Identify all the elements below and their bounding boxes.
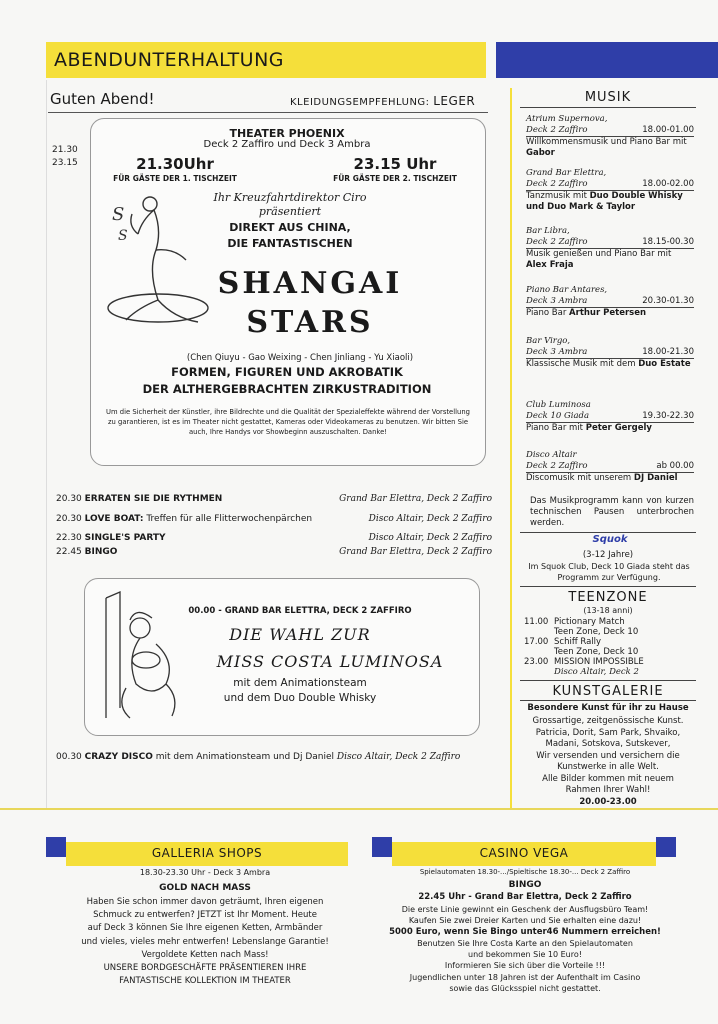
music-item: Bar Virgo, Deck 3 Ambra 18.00-21.30 Klassische Musik mit dem Duo Estate bbox=[526, 336, 694, 369]
teen-row: 17.00 Schiff Rally Teen Zone, Deck 10 bbox=[524, 637, 639, 657]
music-item: Grand Bar Elettra, Deck 2 Zaffiro 18.00-02.00 Tanzmusik mit Duo Double Whisky und Duo Mark & Taylor bbox=[526, 168, 694, 212]
music-item: Club Luminosa Deck 10 Giada 19.30-22.30 Piano Bar mit Peter Gergely bbox=[526, 400, 694, 433]
miss-header: 00.00 - GRAND BAR ELETTRA, DECK 2 ZAFFIRO bbox=[188, 606, 412, 616]
page-title: ABENDUNTERHALTUNG bbox=[54, 49, 285, 71]
casino-sub: 22.45 Uhr - Grand Bar Elettra, Deck 2 Zaffiro bbox=[418, 892, 632, 902]
event-row: 22.45 BINGO Grand Bar Elettra, Deck 2 Zaffiro bbox=[56, 547, 492, 557]
squok-bottom-rule bbox=[520, 586, 696, 587]
time-left-2: 23.15 bbox=[52, 158, 78, 168]
casino-hours: Spielautomaten 18.30-.../Spieltische 18.30-... Deck 2 Zaffiro bbox=[419, 868, 631, 876]
casino-accent-right bbox=[656, 837, 676, 857]
dress-code-value: LEGER bbox=[433, 94, 476, 108]
squok-ages: (3-12 Jahre) bbox=[582, 550, 634, 560]
event-row: 22.30 SINGLE'S PARTY Disco Altair, Deck 2 Zaffiro bbox=[56, 533, 492, 543]
teen-title: TEENZONE bbox=[568, 590, 648, 605]
galleria-text: Haben Sie schon immer davon geträumt, Ihren eigenen Schmuck zu entwerfen? JETZT ist Ihr Moment. Heute auf Deck 3 können Sie Ihre eigenen Ketten, Armbänder und vieles, vieles mehr entwerfen! Lebenslange Garantie! Vergoldete Ketten nach Mass! UNSERE BORDGESCHÄFTE PRÄSENTIEREN IHRE FANTASTISCHE KOLLEKTION IM THEATER bbox=[81, 897, 329, 987]
dress-code-label: KLEIDUNGSEMPFEHLUNG: bbox=[290, 97, 430, 108]
miss-title1: DIE WAHL ZUR bbox=[229, 625, 371, 644]
galleria-accent bbox=[46, 837, 66, 857]
teen-row: 11.00 Pictionary Match Teen Zone, Deck 10 bbox=[524, 617, 639, 637]
galleria-heading: GOLD NACH MASS bbox=[159, 883, 251, 893]
kunst-title: KUNSTGALERIE bbox=[552, 684, 664, 699]
galleria-hours: 18.30-23.30 Uhr - Deck 3 Ambra bbox=[139, 868, 271, 877]
teen-bottom-rule bbox=[520, 680, 696, 681]
event-row: 20.30 ERRATEN SIE DIE RYTHMEN Grand Bar Elettra, Deck 2 Zaffiro bbox=[56, 494, 492, 504]
theater-artists: (Chen Qiuyu - Gao Weixing - Chen Jinliang - Yu Xiaoli) bbox=[186, 353, 414, 363]
music-title: MUSIK bbox=[584, 90, 632, 105]
show2-note: FÜR GÄSTE DER 2. TISCHZEIT bbox=[333, 174, 457, 183]
woman-illustration bbox=[96, 588, 191, 728]
kunst-text: Grossartige, zeitgenössische Kunst. Patricia, Dorit, Sam Park, Shvaiko, Madani, Sotskova, Sutskever, Wir versenden und versichern die Kunstwerke in alle Welt. Alle Bilder kommen mit neuem Rahmen Ihrer Wahl! 20.00-23.00 bbox=[532, 716, 684, 807]
miss-sub2: und dem Duo Double Whisky bbox=[223, 692, 377, 704]
show1-time: 21.30Uhr bbox=[136, 155, 214, 173]
show-name-line2: STARS bbox=[246, 305, 374, 340]
music-item: Bar Libra, Deck 2 Zaffiro 18.15-00.30 Musik genießen und Piano Bar mit Alex Fraja bbox=[526, 226, 694, 270]
theater-subtitle1: DIREKT AUS CHINA, bbox=[229, 221, 351, 234]
miss-sub1: mit dem Animationsteam bbox=[233, 677, 367, 689]
casino-accent-left bbox=[372, 837, 392, 857]
greeting: Guten Abend! bbox=[50, 90, 155, 108]
teen-ages: (13-18 anni) bbox=[583, 606, 633, 615]
miss-title2: MISS COSTA LUMINOSA bbox=[216, 652, 444, 671]
casino-title: CASINO VEGA bbox=[479, 846, 569, 860]
header-accent-bar bbox=[496, 42, 718, 78]
page-left-rule bbox=[46, 80, 47, 810]
music-item: Piano Bar Antares, Deck 3 Ambra 20.30-01.30 Piano Bar Arthur Petersen bbox=[526, 285, 694, 318]
crazy-disco-row: 00.30 CRAZY DISCO mit dem Animationsteam und Dj Daniel Disco Altair, Deck 2 Zaffiro bbox=[56, 752, 461, 762]
presenter-line2: präsentiert bbox=[258, 205, 322, 218]
svg-text:S: S bbox=[118, 228, 128, 244]
teen-row: 23.00 MISSION IMPOSSIBLE Disco Altair, Deck 2 bbox=[524, 657, 644, 677]
galleria-title: GALLERIA SHOPS bbox=[151, 846, 263, 860]
time-left-1: 21.30 bbox=[52, 145, 78, 155]
squok-logo: Squok bbox=[592, 534, 628, 545]
kunst-subtitle: Besondere Kunst für ihr zu Hause bbox=[527, 703, 689, 713]
show-name-line1: SHANGAI bbox=[217, 266, 403, 301]
theater-location: Deck 2 Zaffiro und Deck 3 Ambra bbox=[203, 139, 371, 150]
show2-time: 23.15 Uhr bbox=[353, 155, 437, 173]
theater-subtitle2: DIE FANTASTISCHEN bbox=[227, 237, 353, 250]
column-divider bbox=[510, 88, 512, 808]
theater-name: THEATER PHOENIX bbox=[229, 127, 345, 140]
music-footnote: Das Musikprogramm kann von kurzen technischen Pausen unterbrochen werden. bbox=[530, 496, 694, 528]
show1-note: FÜR GÄSTE DER 1. TISCHZEIT bbox=[113, 174, 237, 183]
music-item: Atrium Supernova, Deck 2 Zaffiro 18.00-01.00 Willkommensmusik und Piano Bar mit Gabor bbox=[526, 114, 694, 158]
theater-notice: Um die Sicherheit der Künstler, ihre Bildrechte und die Qualität der Spezialeffekte während der Vorstellung zu garantieren, ist es im Theater nicht gestattet, Kameras oder Videokameras zu benutzen. Wir bitten Sie auch, Ihre Handys vor Showbeginn auszuschalten. Danke! bbox=[106, 408, 470, 436]
casino-text: Die erste Linie gewinnt ein Geschenk der Ausflugsbüro Team! Kaufen Sie zwei Dreier Karten und Sie erhalten eine dazu! 5000 Euro, wenn Sie Bingo unter46 Nummern erreichen! Benutzen Sie Ihre Costa Karte an den Spielautomaten und bekommen Sie 10 Euro! Informieren Sie sich über die Vorteile !!! Jugendlichen unter 18 Jahren ist der Aufenthalt im Casino sowie das Glücksspiel nicht gestattet. bbox=[389, 905, 661, 994]
music-item: Disco Altair Deck 2 Zaffiro ab 00.00 Discomusik mit unserem DJ Daniel bbox=[526, 450, 694, 483]
squok-text: Im Squok Club, Deck 10 Giada steht das Programm zur Verfügung. bbox=[528, 562, 690, 582]
music-bottom-rule bbox=[520, 532, 696, 533]
svg-text:S: S bbox=[112, 204, 125, 225]
music-title-underline bbox=[520, 107, 696, 108]
event-row: 20.30 LOVE BOAT: Treffen für alle Flitterwochenpärchen Disco Altair, Deck 2 Zaffiro bbox=[56, 514, 492, 524]
theater-tagline1: FORMEN, FIGUREN UND AKROBATIK bbox=[171, 365, 403, 379]
kunst-title-underline bbox=[520, 700, 696, 701]
presenter-line1: Ihr Kreuzfahrtdirektor Ciro bbox=[213, 191, 367, 204]
dress-code bbox=[290, 94, 475, 108]
casino-heading: BINGO bbox=[508, 880, 542, 890]
section-divider bbox=[0, 808, 718, 810]
greeting-underline bbox=[48, 112, 488, 113]
theater-tagline2: DER ALTHERGEBRACHTEN ZIRKUSTRADITION bbox=[142, 382, 432, 396]
